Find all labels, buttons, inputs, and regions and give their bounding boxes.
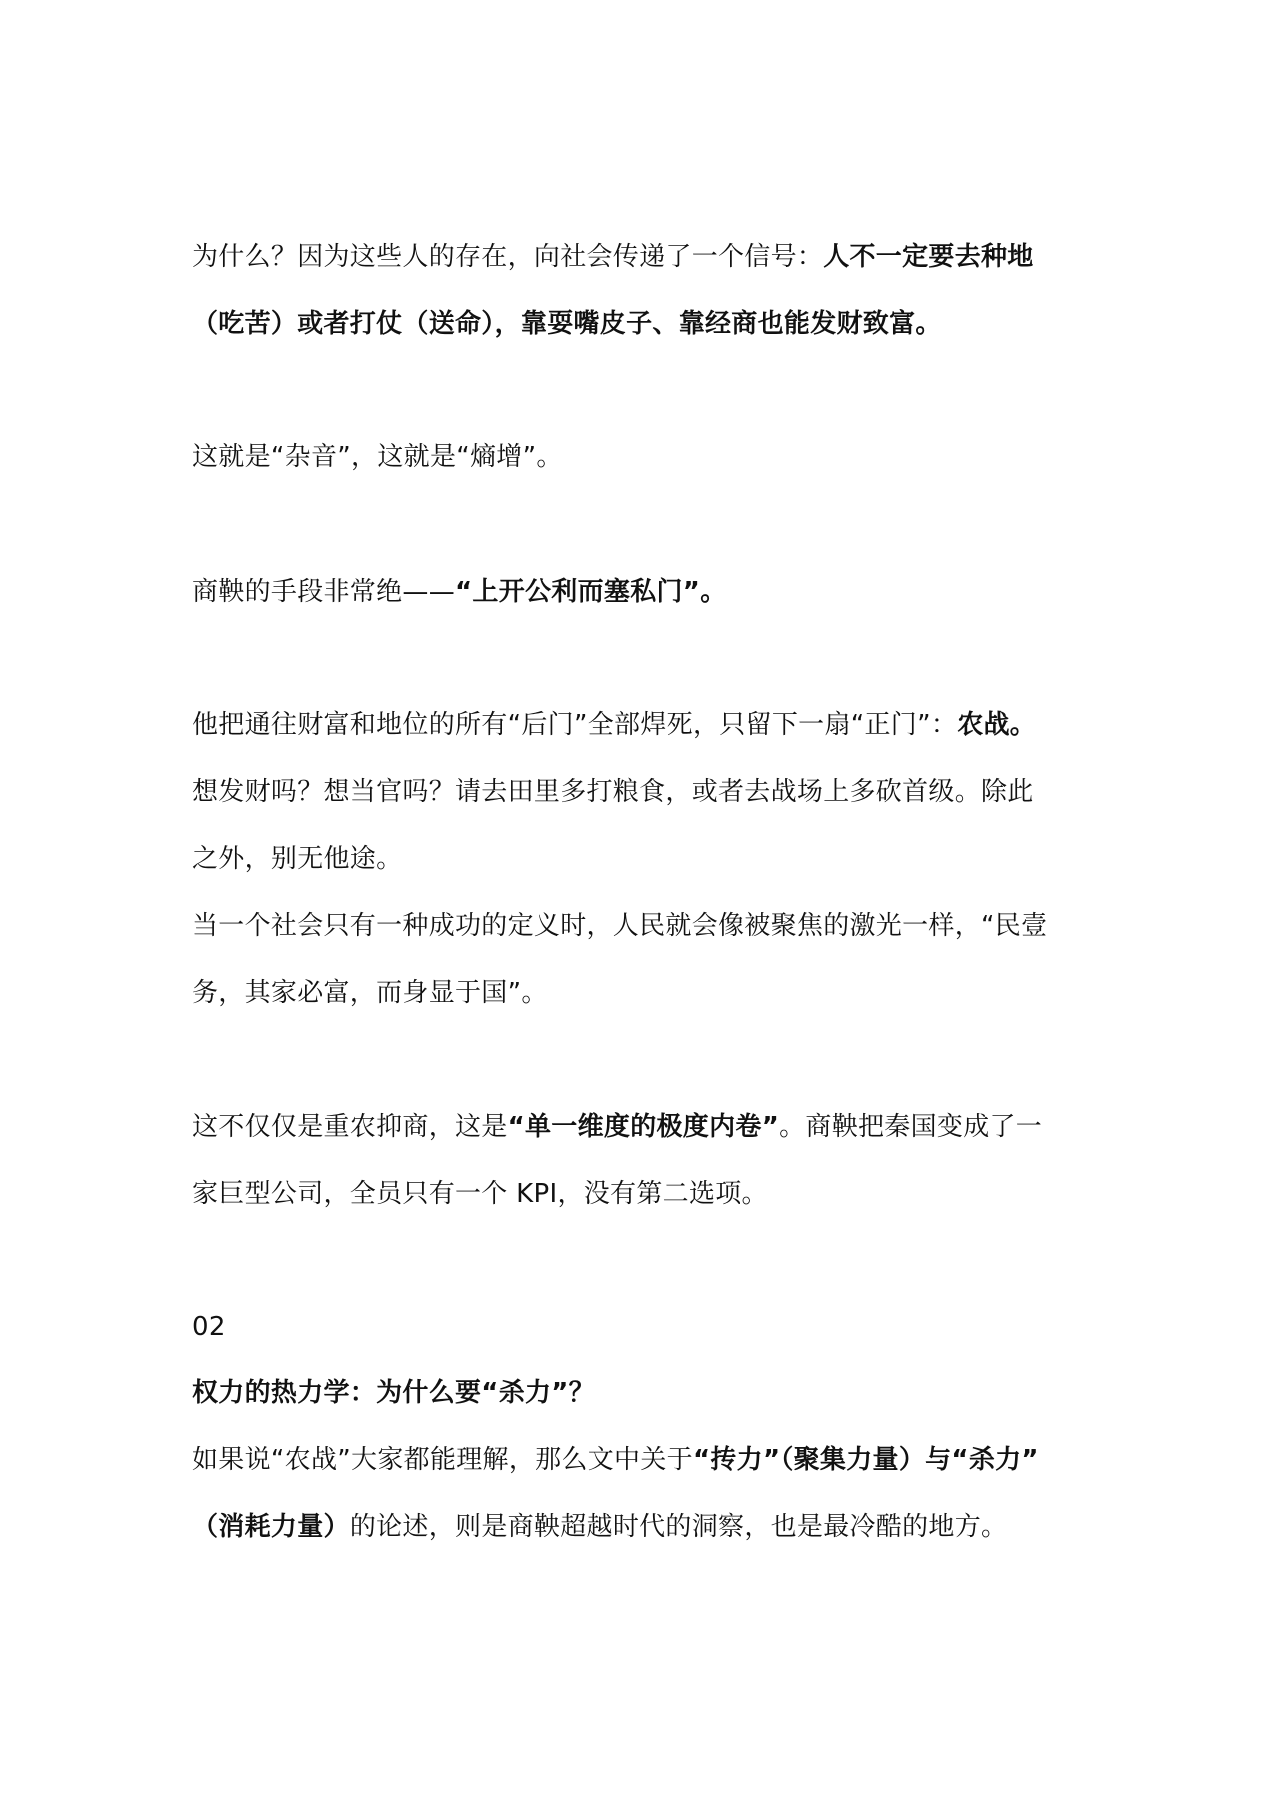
- text-run: 务，其家必富，而身显于国”。: [192, 978, 548, 1008]
- text-run: 商鞅的手段非常绝——: [192, 577, 456, 607]
- text-run: 这就是“杂音”，这就是“熵增”。: [192, 442, 563, 472]
- paragraph-line: [192, 708, 1036, 742]
- text-run: 家巨型公司，全员只有一个 KPI，没有第二选项。: [192, 1179, 768, 1209]
- section-heading-text: 权力的热力学：为什么要“杀力”？: [192, 1378, 595, 1408]
- paragraph-line: [192, 976, 548, 1010]
- paragraph-line: [192, 240, 1034, 274]
- bold-text-run: “上开公利而塞私门”。: [455, 577, 727, 607]
- paragraph-line: [192, 775, 1034, 809]
- section-heading: [192, 1376, 595, 1410]
- bold-text-run: 农战。: [957, 710, 1037, 740]
- paragraph-line: [192, 1110, 1042, 1144]
- section-number: [192, 1310, 226, 1344]
- text-run: 。商鞅把秦国变成了一: [779, 1112, 1043, 1142]
- text-run: 这不仅仅是重农抑商，这是: [192, 1112, 508, 1142]
- paragraph-line: [192, 1443, 1039, 1477]
- paragraph-line: [192, 1177, 768, 1211]
- text-run: 为什么？因为这些人的存在，向社会传递了一个信号：: [192, 242, 824, 272]
- paragraph-line: [192, 842, 402, 876]
- text-run: 如果说“农战”大家都能理解，那么文中关于: [192, 1445, 693, 1475]
- bold-text-run: （吃苦）或者打仗（送命），靠耍嘴皮子、靠经商也能发财致富。: [192, 309, 942, 339]
- paragraph-line: [192, 307, 942, 341]
- bold-text-run: “抟力”（聚集力量）与“杀力”: [692, 1445, 1039, 1475]
- paragraph-line: [192, 909, 1047, 943]
- bold-text-run: “单一维度的极度内卷”: [507, 1112, 780, 1142]
- text-run: 之外，别无他途。: [192, 844, 403, 874]
- paragraph-line: [192, 1510, 1007, 1544]
- section-number-text: 02: [192, 1312, 226, 1342]
- bold-text-run: （消耗力量）: [192, 1512, 350, 1542]
- text-run: 他把通往财富和地位的所有“后门”全部焊死，只留下一扇“正门”：: [192, 710, 958, 740]
- paragraph-line: [192, 575, 727, 609]
- text-run: 想发财吗？想当官吗？请去田里多打粮食，或者去战场上多砍首级。除此: [192, 777, 1034, 807]
- paragraph-line: [192, 440, 563, 474]
- bold-text-run: 人不一定要去种地: [823, 242, 1034, 272]
- text-run: 当一个社会只有一种成功的定义时，人民就会像被聚焦的激光一样，“民壹: [192, 911, 1048, 941]
- text-run: 的论述，则是商鞅超越时代的洞察，也是最冷酷的地方。: [349, 1512, 1008, 1542]
